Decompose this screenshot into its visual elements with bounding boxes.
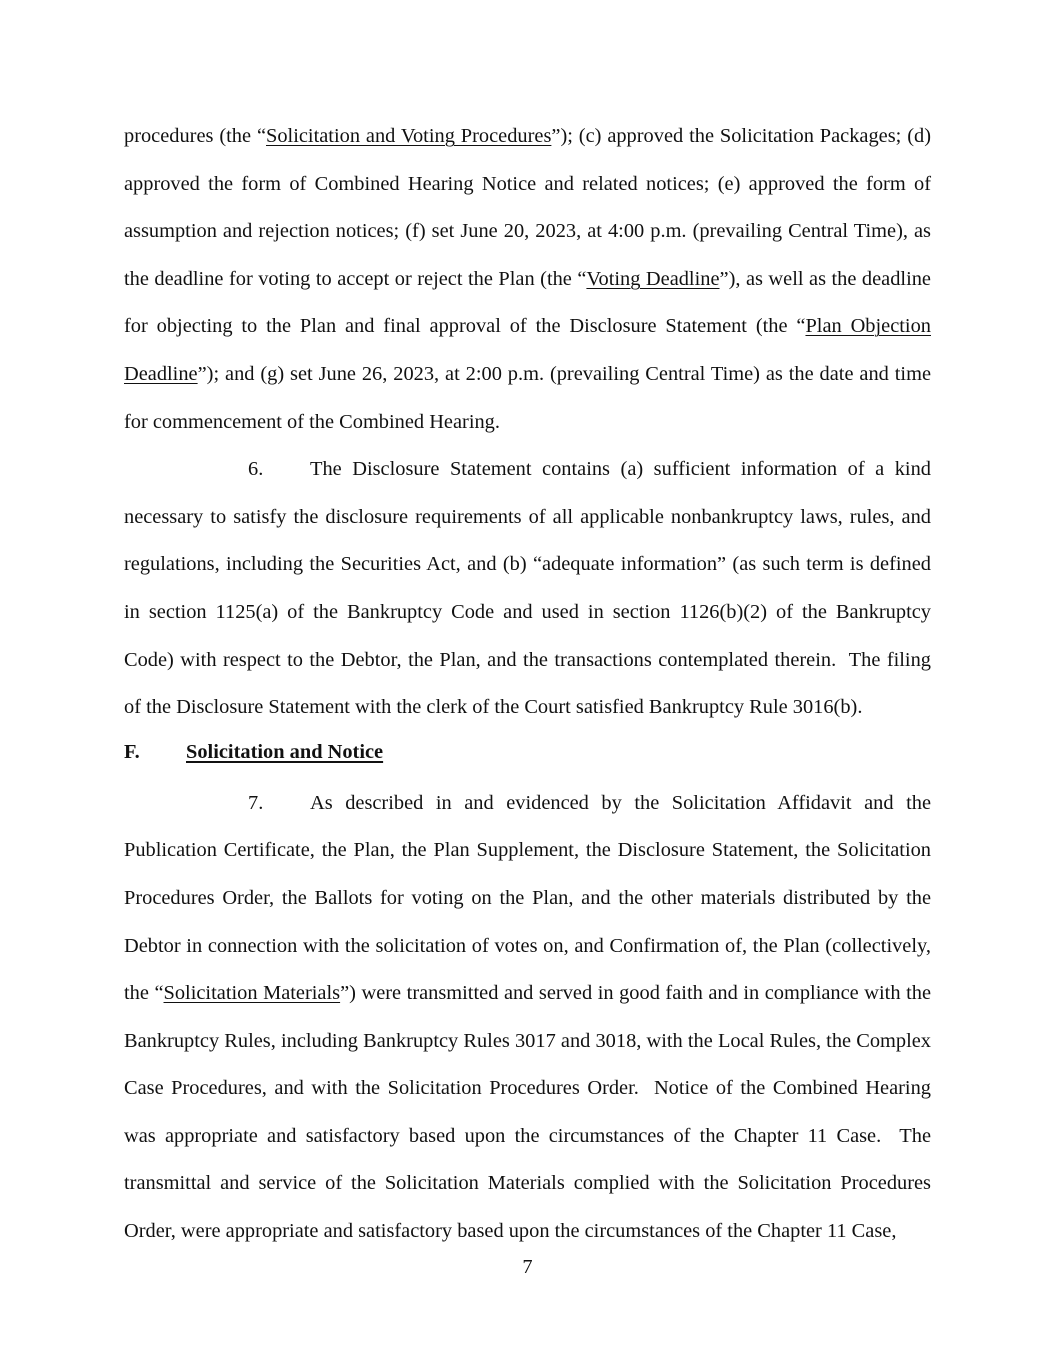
page-number: 7 [522, 1256, 533, 1278]
defined-term-plan-objection-deadline: Plan Objection Deadline [124, 315, 931, 385]
paragraph-continued [124, 113, 931, 446]
paragraph-6 [124, 446, 931, 732]
text-run: ”), as well as the deadline for objecting to the Plan and final approval of the Disclosure Statement (the “ [124, 267, 931, 338]
defined-term-solicitation-and-voting-procedures: Solicitation and Voting Procedures [266, 125, 552, 147]
document-body [124, 113, 931, 1256]
paragraph-7 [124, 780, 931, 1256]
text-run: ”); (c) approved the Solicitation Packages; (d) approved the form of Combined Hearing Notice and related notices; (e) approved the form of assumption and rejection notices; (f) set June 20, 2023, at 4:00 p.m. (prevailing Central Time), as the deadline for voting to accept or reject the Plan (the “ [124, 125, 931, 290]
section-title: Solicitation and Notice [186, 740, 384, 763]
defined-term-voting-deadline: Voting Deadline [586, 267, 720, 290]
section-letter: F. [124, 740, 140, 763]
defined-term-solicitation-materials: Solicitation Materials [163, 982, 341, 1005]
section-heading-f [124, 736, 931, 776]
paragraph-text: The Disclosure Statement contains (a) sufficient information of a kind necessary to satisfy the disclosure requirements of all applicable nonbankruptcy laws, rules, and regulations, including the Securities Act, and (b) “adequate information” (as such term is defined in section 1125(a) of the Bankruptcy Code and used in section 1126(b)(2) of the Bankruptcy Code) with respect to the Debtor, the Plan, and the transactions contemplated therein. The filing of the Disclosure Statement with the clerk of the Court satisfied Bankruptcy Rule 3016(b). [124, 458, 931, 719]
text-run: ”); and (g) set June 26, 2023, at 2:00 p.m. (prevailing Central Time) as the date and time for commencement of the Combined Hearing. [124, 362, 931, 433]
text-run: As described in and evidenced by the Solicitation Affidavit and the Publication Certificate, the Plan, the Plan Supplement, the Disclosure Statement, the Solicitation Procedures Order, the Ballots for voting on the Plan, and the other materials distributed by the Debtor in connection with the solicitation of votes on, and Confirmation of, the Plan (collectively, the “ [124, 791, 931, 1005]
paragraph-number: 6. [248, 458, 264, 481]
paragraph-number: 7. [248, 791, 264, 814]
text-run: ”) were transmitted and served in good faith and in compliance with the Bankruptcy Rules, including Bankruptcy Rules 3017 and 3018, with the Local Rules, the Complex Case Procedures, and with the Solicitation Procedures Order. Notice of the Combined Hearing was appropriate and satisfactory based upon the circumstances of the Chapter 11 Case. The transmittal and service of the Solicitation Materials complied with the Solicitation Procedures Order, were appropriate and satisfactory based upon the circumstances of the Chapter 11 Case, [124, 982, 931, 1243]
text-run: procedures (the “ [124, 125, 266, 147]
